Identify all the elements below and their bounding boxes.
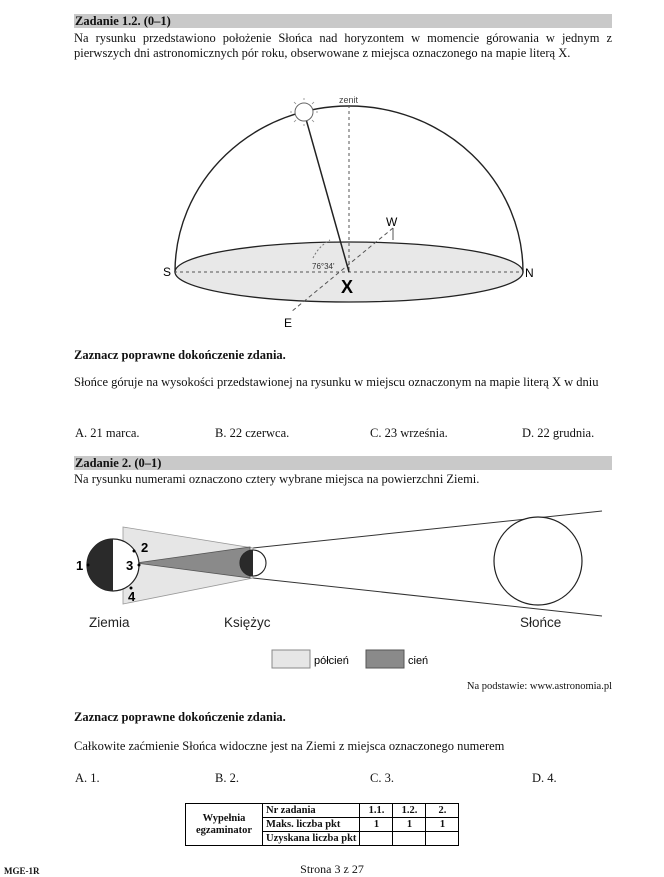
max-points-cell: 1 bbox=[360, 818, 393, 832]
earth-label: Ziemia bbox=[89, 615, 130, 630]
task-1-2-intro: Na rysunku przedstawiono położenie Słońca nad horyzontem w momencie górowania w jednym z pierwszych dni astronomicznych pór roku, obserwowane z miejsca oznaczonego na mapie literą X. bbox=[74, 31, 612, 60]
task-2-instruction: Zaznacz poprawne dokończenie zdania. bbox=[74, 710, 286, 724]
sky-dome-figure bbox=[150, 92, 550, 332]
west-label: W bbox=[386, 215, 398, 229]
point-3-label: 3 bbox=[126, 558, 134, 573]
south-label: S bbox=[163, 265, 172, 279]
row-label: Uzyskana liczba pkt bbox=[263, 832, 360, 846]
point-4-label: 4 bbox=[128, 589, 136, 604]
earned-points-cell[interactable] bbox=[360, 832, 393, 846]
moon-label: Księżyc bbox=[224, 615, 271, 630]
max-points-cell: 1 bbox=[426, 818, 459, 832]
max-points-cell: 1 bbox=[393, 818, 426, 832]
option-a-2[interactable]: A. 1. bbox=[75, 771, 100, 785]
legend-penumbra-swatch bbox=[272, 650, 310, 668]
task-2-title: Zadanie 2. (0–1) bbox=[75, 456, 162, 470]
task-number-cell: 2. bbox=[426, 804, 459, 818]
sun-circle bbox=[295, 103, 313, 121]
sun-circle bbox=[494, 517, 582, 605]
exam-code: MGE-1R bbox=[4, 866, 40, 876]
north-label: N bbox=[525, 266, 534, 280]
task-number-cell: 1.2. bbox=[393, 804, 426, 818]
option-c-1[interactable]: C. 23 września. bbox=[370, 426, 448, 440]
task-2-question: Całkowite zaćmienie Słońca widoczne jest na Ziemi z miejsca oznaczonego numerem bbox=[74, 739, 505, 753]
page-number: Strona 3 z 27 bbox=[300, 862, 364, 876]
legend-umbra-label: cień bbox=[408, 655, 429, 667]
option-b-1[interactable]: B. 22 czerwca. bbox=[215, 426, 290, 440]
zenit-label: zenit bbox=[339, 95, 359, 105]
task-number-cell: 1.1. bbox=[360, 804, 393, 818]
x-label: X bbox=[341, 277, 354, 297]
row-label: Nr zadania bbox=[263, 804, 360, 818]
earned-points-cell[interactable] bbox=[426, 832, 459, 846]
task-1-2-question: Słońce góruje na wysokości przedstawionej na rysunku w miejscu oznaczonym na mapie literą X w dniu bbox=[74, 375, 599, 389]
score-table bbox=[185, 803, 459, 846]
task-1-2-instruction: Zaznacz poprawne dokończenie zdania. bbox=[74, 348, 286, 362]
legend-umbra-swatch bbox=[366, 650, 404, 668]
point-2-label: 2 bbox=[141, 540, 149, 555]
option-b-2[interactable]: B. 2. bbox=[215, 771, 239, 785]
task-header-bar bbox=[74, 456, 612, 470]
examiner-label: Wypełnia egzaminator bbox=[186, 804, 263, 846]
option-c-2[interactable]: C. 3. bbox=[370, 771, 394, 785]
row-label: Maks. liczba pkt bbox=[263, 818, 360, 832]
task-header-bar bbox=[74, 14, 612, 28]
angle-label: 76°34' bbox=[312, 262, 335, 271]
task-2-intro: Na rysunku numerami oznaczono cztery wybrane miejsca na powierzchni Ziemi. bbox=[74, 472, 480, 486]
earned-points-cell[interactable] bbox=[393, 832, 426, 846]
legend-penumbra-label: półcień bbox=[314, 655, 349, 667]
option-d-1[interactable]: D. 22 grudnia. bbox=[522, 426, 595, 440]
sun-label: Słońce bbox=[520, 615, 562, 630]
eclipse-figure bbox=[70, 500, 610, 680]
option-a-1[interactable]: A. 21 marca. bbox=[75, 426, 140, 440]
option-d-2[interactable]: D. 4. bbox=[532, 771, 557, 785]
figure-source: Na podstawie: www.astronomia.pl bbox=[466, 681, 612, 692]
east-label: E bbox=[284, 316, 293, 330]
earth-night-side bbox=[87, 539, 113, 591]
point-1-label: 1 bbox=[76, 558, 84, 573]
task-1-2-title: Zadanie 1.2. (0–1) bbox=[75, 14, 171, 28]
